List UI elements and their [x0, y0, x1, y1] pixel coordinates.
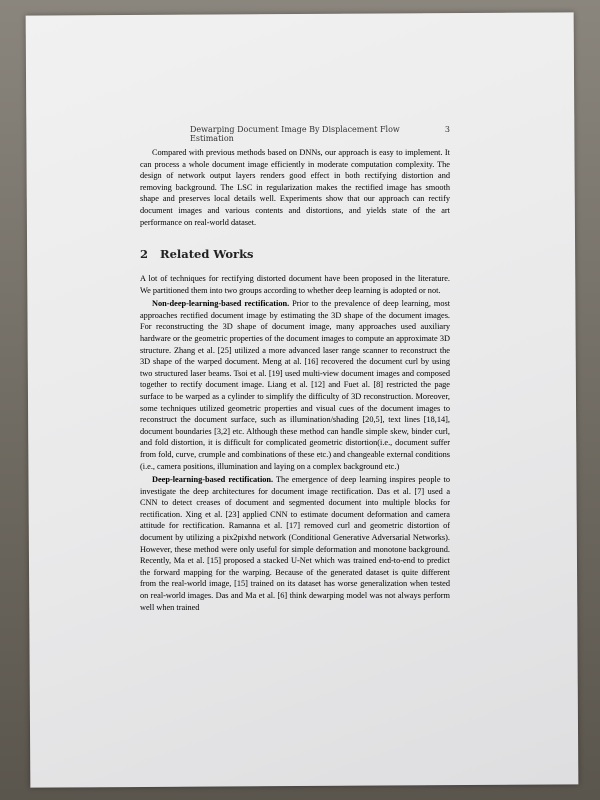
non-deep-learning-paragraph — [140, 298, 450, 472]
intro-paragraph: Compared with previous methods based on DNNs, our approach is easy to implement. It can process a whole document image efficiently in moderate computation complexity. The design of network output layers renders good effect in both rectifying distortion and removing background. The LSC in regularization makes the rectified image has smooth shape and preserves local details well. Experiments show that our approach can rectify document images and various contents and distortions, and yields state of the art performance on real-world dataset. — [140, 148, 450, 227]
section-intro-paragraph: A lot of techniques for rectifying distorted document have been proposed in the literature. We partitioned them into two groups according to whether deep learning is adopted or not. — [140, 274, 450, 295]
section-number: 2 — [140, 247, 149, 261]
non-deep-learning-text: Prior to the prevalence of deep learning, most approaches rectified document image by estimating the 3D shape of the document images. For reconstructing the 3D shape of document image, many approaches used auxiliary hardware or the geometric properties of the document images to compute an approximate 3D structure. Zhang et al. [25] utilized a more advanced laser range scanner to reconstruct the 3D shape of the warped document. Meng at al. [16] recovered the document curl by using two structured laser beams. Tsoi et al. [19] used multi-view document images and composed together to rectify document image. Liang et al. [12] and Fuet al. [8] restricted the page surface to be warped as a cylinder to simplify the difficulty of 3D reconstruction. Moreover, some techniques utilized geometric properties and visual cues of the document images to reconstruct the document surface, such as illumination/shading [20,5], text lines [18,14], document boundaries [3,2] etc. Although these method can handle simple skew, binder curl, and fold distortion, it is difficult for complicated geometric distortion(i.e., document suffer from fold, curve, crumple and combinations of these etc.) and changeable external conditions (i.e., camera positions, illumination and laying on a complex background etc.) — [140, 299, 450, 471]
section-heading — [140, 247, 254, 261]
related-works-body — [140, 273, 450, 613]
running-title: Dewarping Document Image By Displacement Flow Estimation — [190, 125, 400, 143]
non-deep-learning-heading: Non-deep-learning-based rectification. — [152, 299, 290, 309]
page-number: 3 — [444, 125, 450, 134]
deep-learning-paragraph — [140, 474, 450, 613]
deep-learning-heading: Deep-learning-based rectification. — [152, 475, 274, 485]
running-header — [190, 125, 450, 143]
deep-learning-text: The emergence of deep learning inspires people to investigate the deep architectures for document image rectification. Das et al. [7] used a CNN to detect creases of document and segmented document into multiple blocks for rectification. Xing et al. [23] applied CNN to estimate document deformation and camera attitude for rectification. Ramanna et al. [17] removed curl and geometric distortion of document by utilizing a pix2pixhd network (Conditional Generative Adversarial Networks). However, these method were only useful for simple deformation and monotone background. Recently, Ma et al. [15] proposed a stacked U-Net which was trained end-to-end to predict the forward mapping for the warping. Because of the generated dataset is quite different from the real-world image, [15] trained on its dataset has worse generalization when tested on real-world images. Das and Ma et al. [6] think dewarping model was not always perform well when trained — [140, 475, 450, 612]
intro-paragraph-block — [140, 147, 450, 228]
section-title: Related Works — [160, 247, 254, 261]
